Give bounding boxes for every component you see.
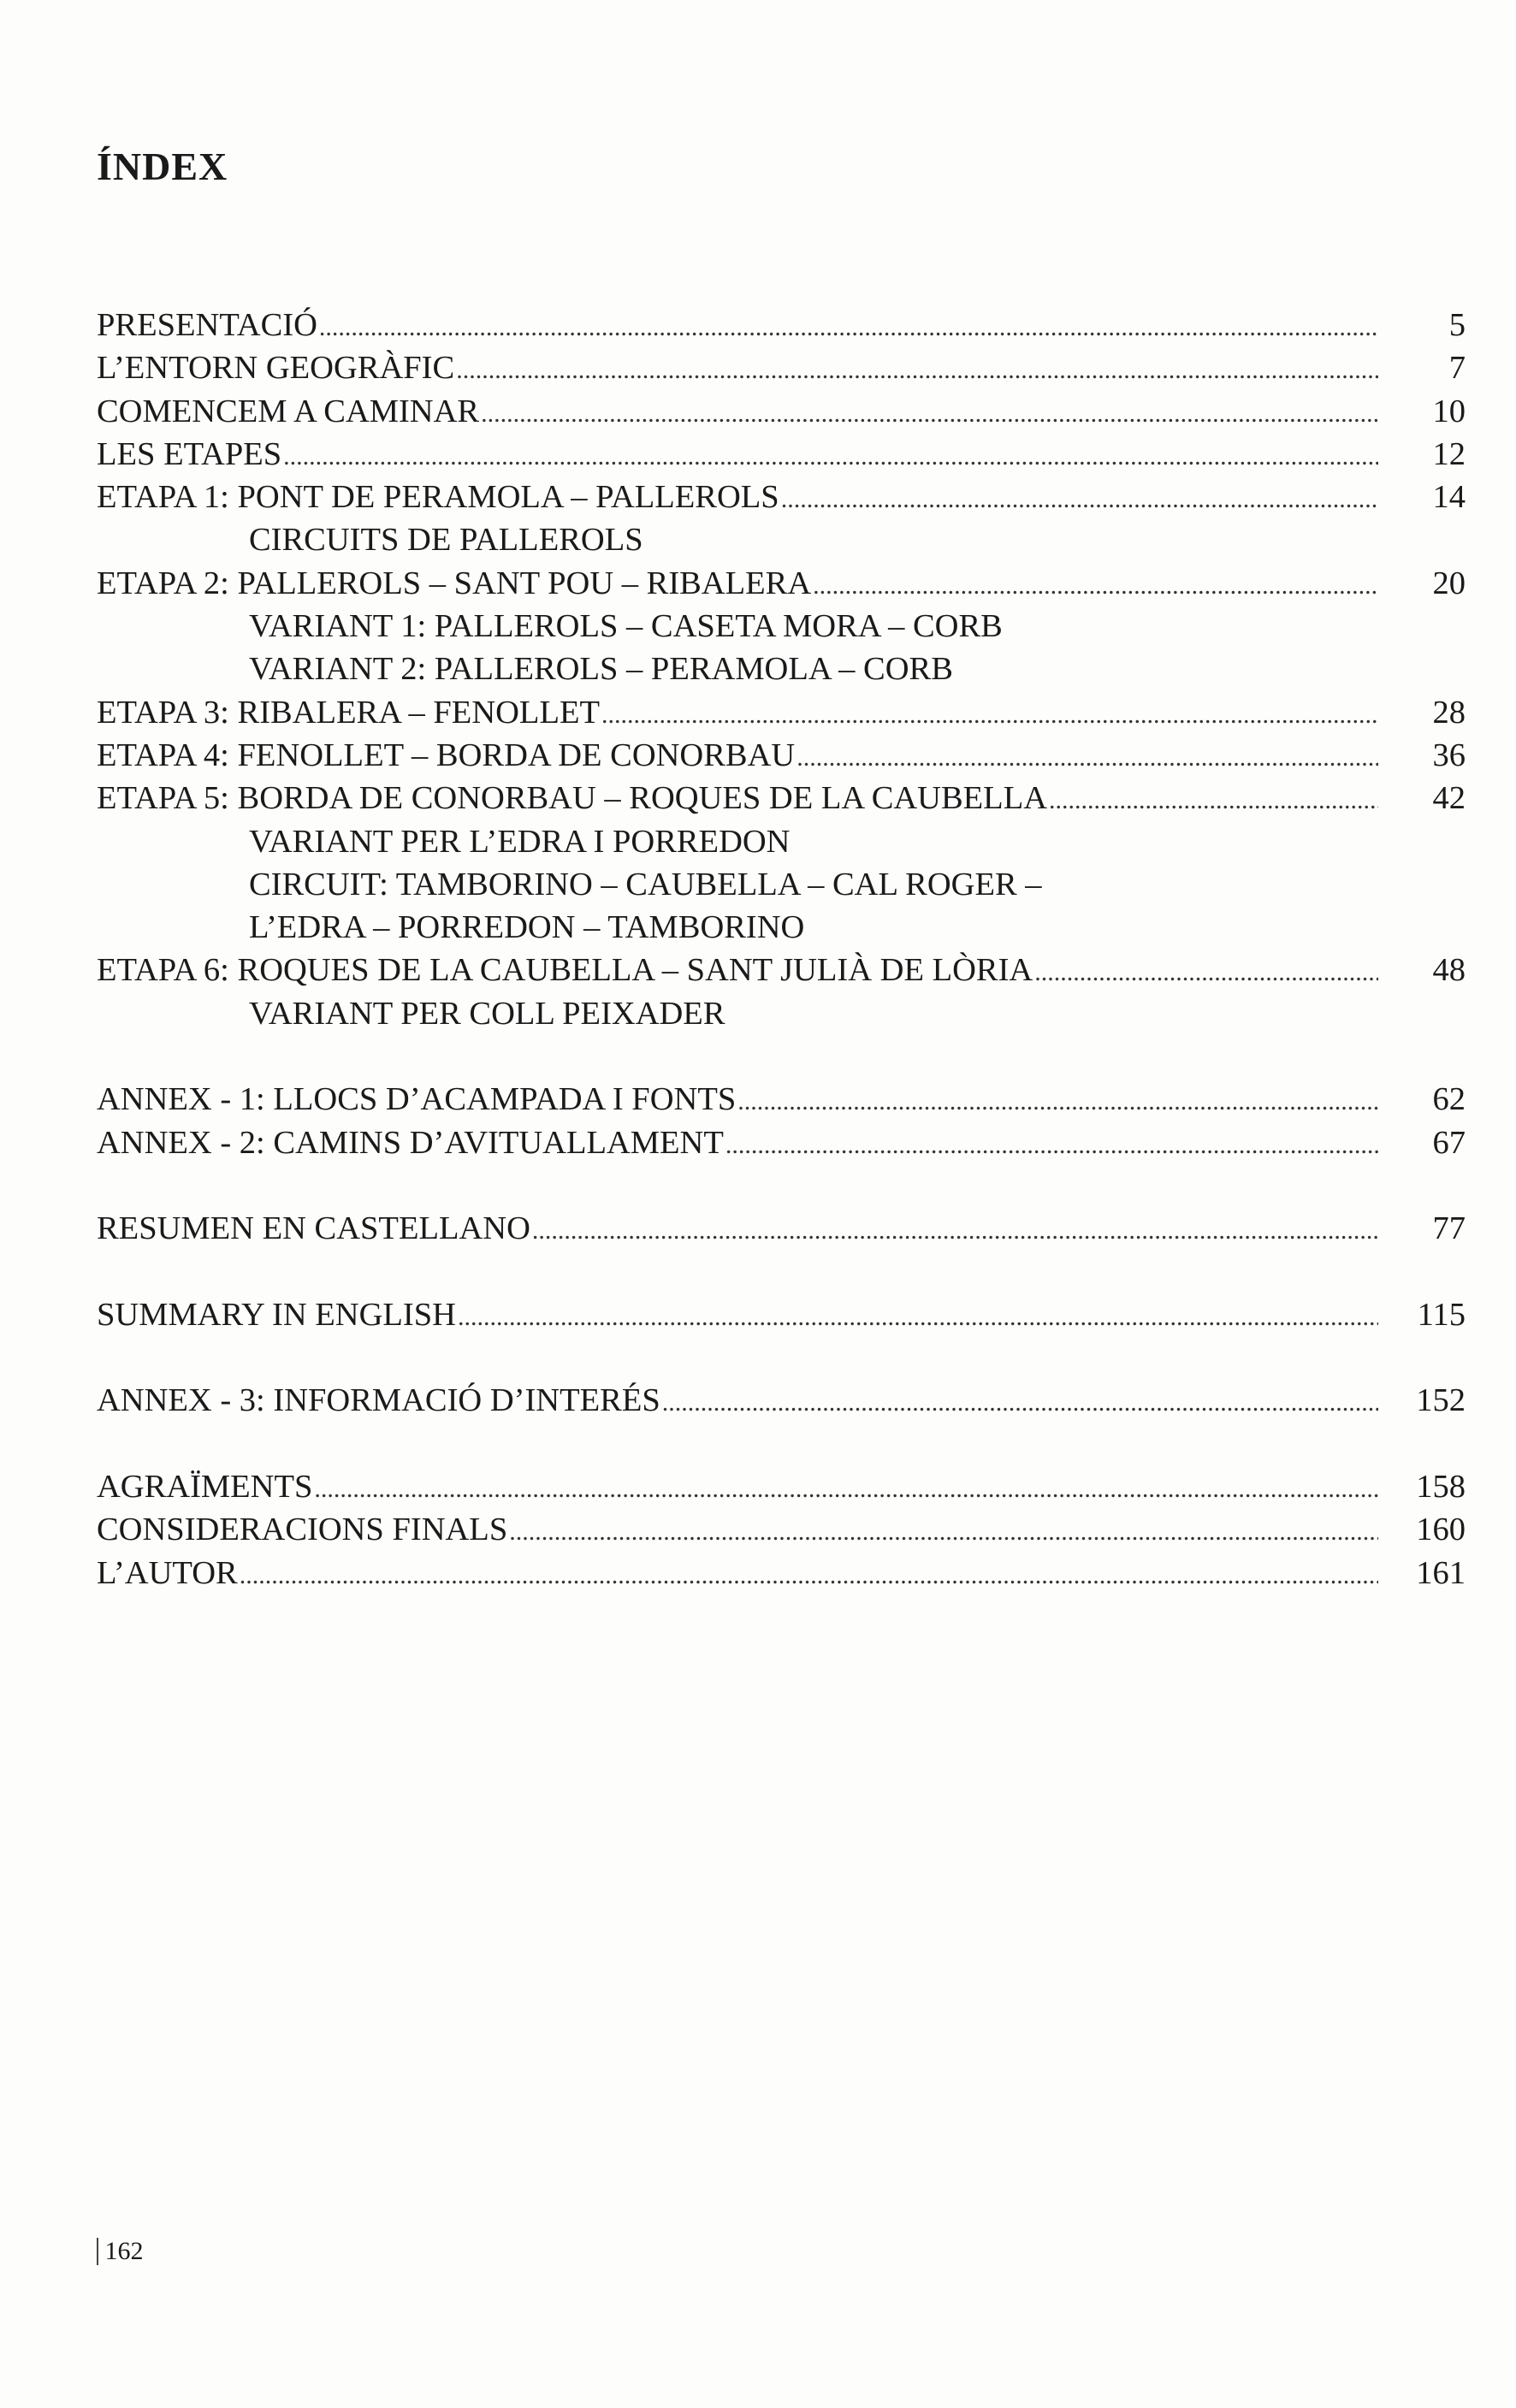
toc-entry-annex-2[interactable] [97,1121,1466,1164]
toc-entry-title: LES ETAPES [97,435,282,472]
toc-entry-presentacio[interactable] [97,304,1466,346]
toc-page-number: 160 [1416,1512,1466,1548]
page-title: ÍNDEX [97,145,228,188]
toc-page-number: 48 [1432,952,1466,989]
toc-entry-comencem-a-caminar[interactable] [97,390,1466,433]
section-gap [97,1423,1466,1465]
toc-entry-title: ETAPA 5: BORDA DE CONORBAU – ROQUES DE LA CAUBELLA [97,780,1048,817]
toc-entry-etapa-4[interactable] [97,734,1466,777]
toc-page-number: 36 [1432,737,1466,773]
dot-leader [725,1124,1378,1167]
dot-leader [796,737,1378,779]
toc-entry-les-etapes[interactable] [97,433,1466,476]
toc-page-number: 7 [1448,350,1466,387]
toc-entry-title: ETAPA 3: RIBALERA – FENOLLET [97,694,600,731]
folio-number: 162 [104,2237,144,2265]
dot-leader [314,1468,1378,1511]
toc-subentry-circuits-de-pallerols[interactable] [97,518,1466,561]
dot-leader [509,1511,1378,1553]
dot-leader [1049,779,1378,822]
toc-entry-entorn-geografic[interactable] [97,346,1466,389]
toc-subentry-variant-2[interactable] [97,648,1466,690]
dot-leader [532,1210,1378,1252]
toc-entry-title: L’ENTORN GEOGRÀFIC [97,350,455,387]
toc-page-number: 77 [1432,1210,1466,1247]
section-gap [97,1164,1466,1207]
dot-leader [458,1296,1378,1339]
page-folio [97,2237,144,2266]
toc-entry-title: ANNEX - 1: LLOCS D’ACAMPADA I FONTS [97,1081,737,1118]
toc-page-number: 115 [1417,1296,1466,1333]
table-of-contents [97,304,1466,1594]
toc-entry-etapa-3[interactable] [97,691,1466,734]
toc-page-number: 67 [1432,1124,1466,1161]
toc-entry-title: ETAPA 6: ROQUES DE LA CAUBELLA – SANT JULIÀ DE LÒRIA [97,952,1033,989]
toc-entry-summary-english[interactable] [97,1293,1466,1336]
toc-entry-title: RESUMEN EN CASTELLANO [97,1210,530,1247]
dot-leader [283,435,1378,478]
toc-subentry-variant-1[interactable] [97,605,1466,648]
toc-entry-title: CIRCUIT: TAMBORINO – CAUBELLA – CAL ROGER – [249,866,1042,902]
toc-entry-title: PRESENTACIÓ [97,307,317,343]
toc-page-number: 161 [1416,1554,1466,1591]
toc-entry-agraiments[interactable] [97,1465,1466,1508]
dot-leader [240,1554,1378,1597]
toc-page-number: 14 [1432,479,1466,516]
toc-entry-etapa-2[interactable] [97,562,1466,605]
section-gap [97,1251,1466,1293]
dot-leader [481,393,1378,435]
toc-entry-annex-3[interactable] [97,1379,1466,1422]
toc-entry-etapa-6[interactable] [97,949,1466,991]
toc-entry-resumen-castellano[interactable] [97,1207,1466,1250]
toc-entry-annex-1[interactable] [97,1078,1466,1121]
toc-entry-title: ANNEX - 2: CAMINS D’AVITUALLAMENT [97,1124,724,1161]
dot-leader [601,694,1378,737]
toc-entry-title: COMENCEM A CAMINAR [97,393,480,429]
toc-entry-title: CIRCUITS DE PALLEROLS [249,522,643,559]
toc-entry-consideracions-finals[interactable] [97,1508,1466,1551]
dot-leader [319,306,1378,349]
toc-page-number: 152 [1416,1382,1466,1419]
toc-entry-title: VARIANT 2: PALLEROLS – PERAMOLA – CORB [249,651,953,688]
toc-subentry-variant-coll-peixader[interactable] [97,992,1466,1035]
toc-entry-title: ETAPA 4: FENOLLET – BORDA DE CONORBAU [97,737,796,773]
toc-entry-etapa-5[interactable] [97,777,1466,819]
toc-page-number: 20 [1432,565,1466,601]
toc-entry-title: L’EDRA – PORREDON – TAMBORINO [249,909,805,946]
toc-entry-title: AGRAÏMENTS [97,1469,313,1506]
toc-entry-title: ETAPA 2: PALLEROLS – SANT POU – RIBALERA [97,565,812,601]
toc-page-number: 5 [1448,307,1466,343]
dot-leader [813,565,1378,607]
toc-entry-title: VARIANT PER COLL PEIXADER [249,995,725,1032]
toc-entry-autor[interactable] [97,1552,1466,1594]
toc-page-number: 12 [1432,435,1466,472]
dot-leader [662,1381,1378,1424]
dot-leader [1034,951,1378,994]
toc-entry-title: SUMMARY IN ENGLISH [97,1296,456,1333]
toc-entry-title: VARIANT PER L’EDRA I PORREDON [249,823,791,860]
toc-subentry-circuit-tamborino[interactable] [97,863,1466,906]
toc-page-number: 62 [1432,1081,1466,1118]
section-gap [97,1035,1466,1078]
toc-page-number: 158 [1416,1469,1466,1506]
toc-entry-title: ANNEX - 3: INFORMACIÓ D’INTERÉS [97,1382,660,1419]
dot-leader [781,478,1378,521]
toc-entry-title: L’AUTOR [97,1554,238,1591]
toc-entry-title: ETAPA 1: PONT DE PERAMOLA – PALLEROLS [97,479,779,516]
toc-page-number: 10 [1432,393,1466,429]
toc-entry-title: CONSIDERACIONS FINALS [97,1512,508,1548]
toc-subentry-circuit-tamborino-cont[interactable] [97,906,1466,949]
dot-leader [456,349,1378,392]
section-gap [97,1336,1466,1379]
dot-leader [737,1080,1378,1123]
toc-page-number: 42 [1432,780,1466,817]
toc-subentry-variant-edra-porredon[interactable] [97,820,1466,863]
toc-entry-title: VARIANT 1: PALLEROLS – CASETA MORA – CORB [249,608,1003,645]
toc-page-number: 28 [1432,694,1466,731]
folio-divider [97,2238,98,2265]
toc-entry-etapa-1[interactable] [97,476,1466,518]
